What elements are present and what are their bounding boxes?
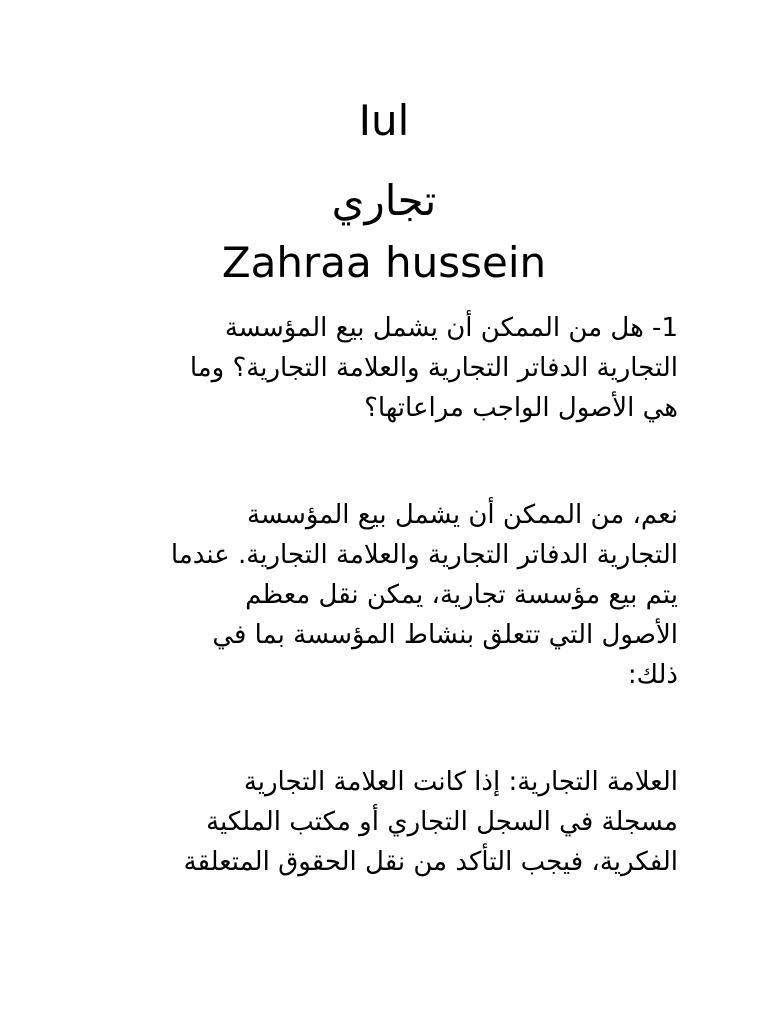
trademark-line: الفكرية، فيجب التأكد من نقل الحقوق المتعلقة <box>183 847 678 877</box>
answer-line: نعم، من الممكن أن يشمل بيع المؤسسة <box>246 500 678 530</box>
answer-paragraph <box>90 495 678 695</box>
question-line: هي الأصول الواجب مراعاتها؟ <box>364 393 678 423</box>
answer-line: الأصول التي تتعلق بنشاط المؤسسة بما في <box>212 620 678 650</box>
trademark-line: العلامة التجارية: إذا كانت العلامة التجارية <box>243 767 678 797</box>
question-line: 1- هل من الممكن أن يشمل بيع المؤسسة <box>224 313 678 343</box>
answer-line: يتم بيع مؤسسة تجارية، يمكن نقل معظم <box>245 580 678 610</box>
document-subject: تجاري <box>331 176 437 225</box>
question-paragraph <box>90 308 678 428</box>
document-title: Iul <box>358 96 410 145</box>
trademark-paragraph <box>90 762 678 882</box>
author-name: Zahraa hussein <box>221 238 547 287</box>
question-line: التجارية الدفاتر التجارية والعلامة التجارية؟ وما <box>189 353 678 383</box>
trademark-line: مسجلة في السجل التجاري أو مكتب الملكية <box>206 807 678 837</box>
answer-line: ذلك: <box>627 660 678 690</box>
answer-line: التجارية الدفاتر التجارية والعلامة التجارية. عندما <box>170 540 678 570</box>
